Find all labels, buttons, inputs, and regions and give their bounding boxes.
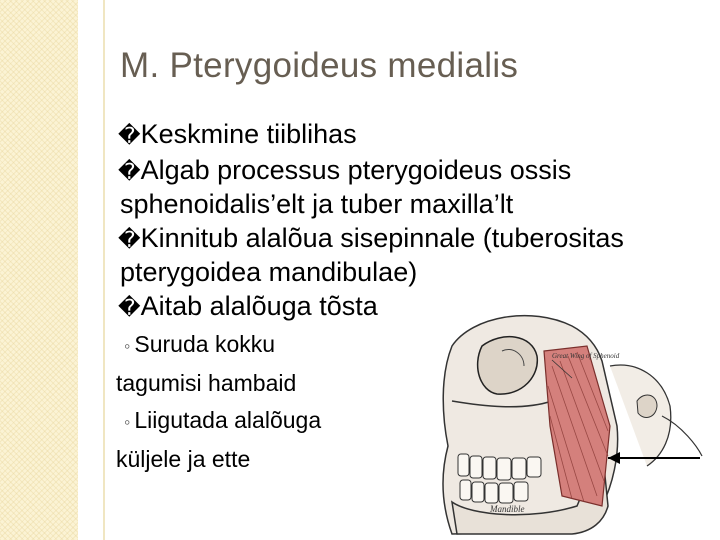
bullet-item — [116, 154, 712, 220]
skull-muscle-illustration — [412, 306, 708, 536]
bullet-text-continued: pterygoidea mandibulae) — [120, 257, 418, 287]
bullet-marker: � — [118, 123, 141, 148]
sub-bullet-marker: ◦ — [124, 336, 131, 356]
figure-label-upper: Great Wing of Sphenoid — [552, 352, 620, 360]
bullet-text: Kinnitub alalõua sisepinnale (tuberositas — [140, 223, 624, 253]
sub-bullet-text-continued: küljele ja ette — [116, 446, 251, 472]
sub-bullet-text: Suruda kokku — [134, 331, 276, 357]
sub-bullet-item — [116, 402, 414, 478]
bullet-marker: � — [118, 159, 141, 184]
bullet-marker: � — [118, 295, 141, 320]
figure-label-lower: Mandible — [490, 504, 525, 514]
decorative-side-strip — [0, 0, 78, 540]
lower-teeth — [460, 480, 528, 503]
decorative-side-line — [103, 0, 105, 540]
sub-bullet-marker: ◦ — [124, 412, 131, 432]
bullet-text: Keskmine tiiblihas — [140, 119, 357, 149]
bullet-item — [116, 222, 712, 288]
bullet-text: Aitab alalõuga tõsta — [140, 291, 378, 321]
bullet-marker: � — [118, 227, 141, 252]
slide-title: M. Pterygoideus medialis — [120, 46, 519, 85]
bullet-item — [116, 118, 712, 152]
sub-bullet-text-continued: tagumisi hambaid — [116, 370, 297, 396]
sub-bullet-item — [116, 326, 414, 402]
sub-bullet-text: Liigutada alalõuga — [134, 407, 322, 433]
upper-teeth — [458, 454, 541, 480]
bullet-text: Algab processus pterygoideus ossis — [140, 155, 572, 185]
bullet-text-continued: sphenoidalis’elt ja tuber maxilla’lt — [120, 189, 514, 219]
